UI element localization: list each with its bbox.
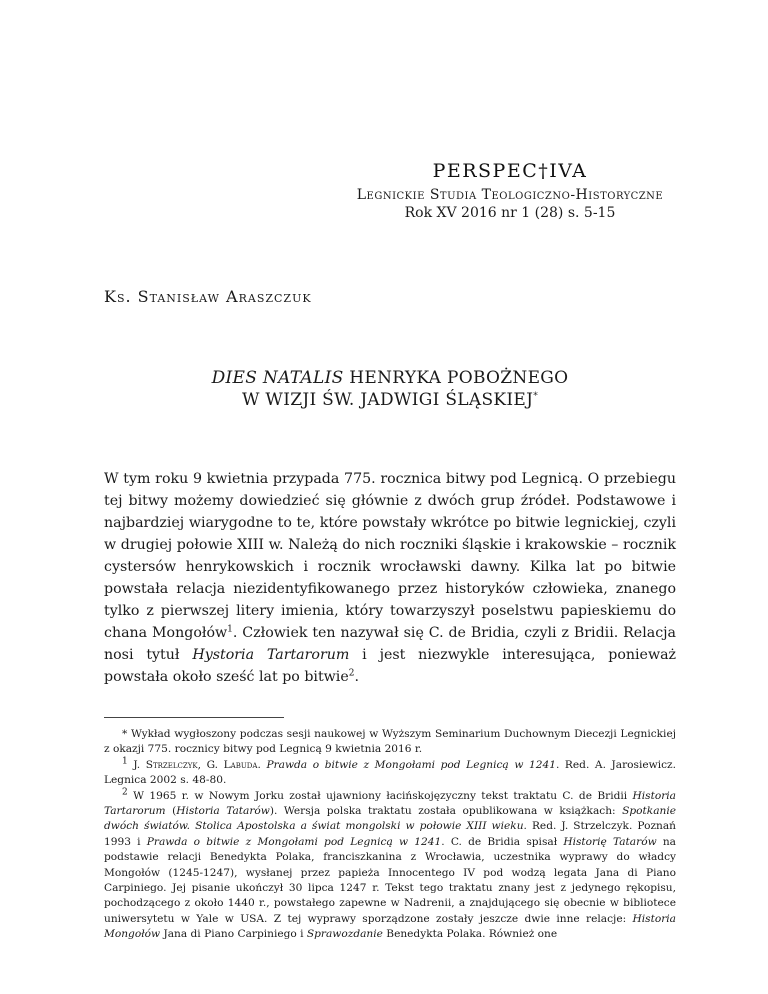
title-line-2-text: W WIZJI ŚW. JADWIGI ŚLĄSKIEJ <box>241 390 534 410</box>
title-footnote-mark: * <box>533 391 539 402</box>
footnote-1 <box>104 758 676 789</box>
title-line-1 <box>104 367 676 389</box>
body-text-part: . <box>354 669 359 685</box>
footnote-italic: Historia Mongołów <box>104 912 676 941</box>
body-text-part: . Człowiek ten nazywał się C. de Bridia, czyli z Bridii. Relacja nosi tytuł <box>104 625 677 663</box>
footnote-text: Jana di Piano Carpiniego i <box>160 928 307 941</box>
footnote-mark: 1 <box>122 756 128 767</box>
footnote-divider <box>104 717 284 718</box>
journal-header <box>300 160 720 222</box>
footnote-text: na podstawie relacji Benedykta Polaka, franciszkanina z Wrocławia, uczestnika wyprawy do władcy Mongołów (1245-1247), wysłanej przez papieża Innocentego IV pod wodzą legata Jana di Piano Carpiniego. Jej pisanie ukończył 30 lipca 1247 r. Tekst tego traktatu znany jest z jedynego rękopisu, pochodzącego z około 1440 r., powstałego zapewne w Nadrenii, a znajdującego się obecnie w bibliotece uniwersytetu w Yale w USA. Z tej wyprawy sporządzone zostały jeszcze dwie inne relacje: <box>104 835 676 925</box>
footnote-text: ( <box>165 805 177 818</box>
footnote-text: . Red. J. Strzelczyk. Poznań 1993 i <box>104 820 677 848</box>
body-italic-title: Hystoria Tartarorum <box>192 647 350 663</box>
footnote-star <box>104 727 676 758</box>
author-name: Ks. Stanisław Araszczuk <box>104 287 312 306</box>
footnote-italic: Prawda o bitwie z Mongołami pod Legnicą w 1241 <box>266 758 556 771</box>
body-paragraph <box>104 468 676 688</box>
footnote-2 <box>104 789 676 943</box>
body-text-part: W tym roku 9 kwietnia przypada 775. rocznica bitwy pod Legnicą. O przebiegu tej bitwy możemy dowiedzieć się głównie z dwóch grup źródeł. Podstawowe i najbardziej wiarygodne to te, które powstały wkrótce po bitwie legnickiej, czyli w drugiej połowie XIII w. Należą do nich roczniki śląskie i krakowskie – rocznik cystersów henrykowskich i rocznik wrocławski dawny. Kilka lat po bitwie powstała relacja niezidentyfikowanego przez historyków człowieka, znanego tylko z pierwszej litery imienia, który towarzyszył poselstwu papieskiemu do chana Mongołów <box>104 471 676 641</box>
footnote-ref-1[interactable]: 1 <box>227 624 233 635</box>
body-text-part: i jest niezwykle interesująca, ponieważ powstała około sześć lat po bitwie <box>104 647 677 685</box>
footnote-italic: Historia Tatarów <box>176 805 270 818</box>
footnotes <box>104 727 676 943</box>
footnote-text: W 1965 r. w Nowym Jorku został ujawniony łacińskojęzyczny tekst traktatu C. de Bridii <box>127 789 633 802</box>
title-rest: HENRYKA POBOŻNEGO <box>343 368 569 388</box>
footnote-text: Wykład wygłoszony podczas sesji naukowej w Wyższym Seminarium Duchownym Diecezji Legnickiej z okazji 775. rocznicy bitwy pod Legnicą 9 kwietnia 2016 r. <box>104 728 676 756</box>
footnote-italic: Historię Tatarów <box>563 835 657 848</box>
footnote-italic: Prawda o bitwie z Mongołami pod Legnicą w 1241 <box>146 835 442 848</box>
footnote-text: . <box>257 758 267 771</box>
title-italic: DIES NATALIS <box>211 368 344 388</box>
footnote-text: Benedykta Polaka. Również one <box>382 928 558 941</box>
journal-issue: Rok XV 2016 nr 1 (28) s. 5-15 <box>404 205 616 221</box>
footnote-ref-2[interactable]: 2 <box>348 668 355 679</box>
footnote-text: . Red. A. Jarosiewicz. Legnica 2002 s. 48-80. <box>104 758 676 787</box>
footnote-authors: J. Strzelczyk, G. Labuda <box>127 758 258 771</box>
footnote-italic: Historia Tartarorum <box>104 789 676 818</box>
footnote-text: . C. de Bridia spisał <box>441 835 564 848</box>
article-title <box>104 367 676 411</box>
journal-series: Legnickie Studia Teologiczno-Historyczne <box>356 187 664 203</box>
footnote-italic: Spotkanie dwóch światów. Stolica Apostolska a świat mongolski w połowie XIII wieku <box>104 805 676 833</box>
footnote-mark: * <box>122 728 128 740</box>
journal-logo: PERSPEC†IVA <box>432 160 588 182</box>
title-line-2 <box>104 389 676 411</box>
footnote-italic: Sprawozdanie <box>306 928 383 941</box>
footnote-mark: 2 <box>122 787 128 798</box>
footnote-text: ). Wersja polska traktatu została opublikowana w książkach: <box>269 805 623 818</box>
